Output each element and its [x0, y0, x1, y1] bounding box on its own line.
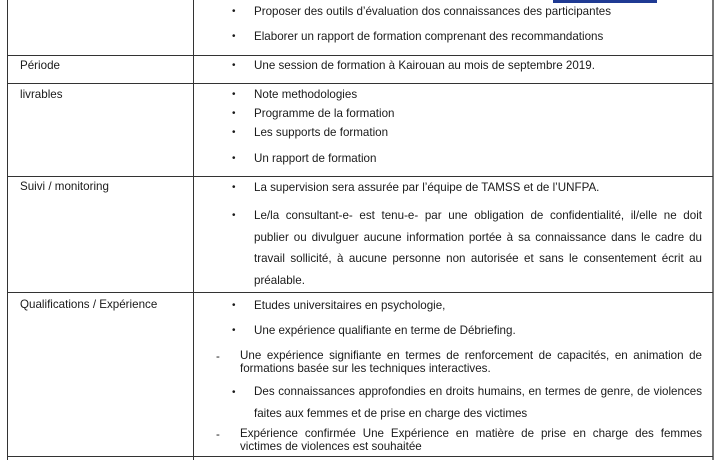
- list-item: Une expérience qualifiante en terme de Débriefing.: [254, 324, 516, 337]
- list-item: Les supports de formation: [254, 126, 389, 139]
- list-item: La supervision sera assurée par l’équipe de TAMSS et de l’UNFPA.: [254, 181, 600, 194]
- bullet-icon: •: [232, 89, 236, 100]
- row-divider: [7, 83, 713, 84]
- table-column-divider: [193, 0, 194, 460]
- table-border-left: [7, 0, 8, 460]
- list-item: Une session de formation à Kairouan au mois de septembre 2019.: [254, 59, 595, 72]
- table-border-right: [712, 0, 714, 460]
- bullet-icon: •: [232, 127, 236, 138]
- bullet-icon: •: [232, 6, 236, 17]
- bullet-icon: •: [232, 60, 236, 71]
- row-divider: [7, 176, 713, 177]
- bullet-icon: •: [232, 182, 236, 193]
- bullet-icon: •: [232, 108, 236, 119]
- bullet-icon: •: [232, 153, 236, 164]
- list-item: Un rapport de formation: [254, 152, 377, 165]
- dash-icon: -: [216, 428, 220, 441]
- row-label: livrables: [20, 88, 63, 101]
- bullet-icon: •: [232, 31, 236, 42]
- list-item: Etudes universitaires en psychologie,: [254, 299, 446, 312]
- list-item: Note methodologies: [254, 88, 358, 101]
- list-item: Elaborer un rapport de formation comprenant des recommandations: [254, 30, 604, 43]
- list-item: Le/la consultant-e- est tenu-e- par une obligation de confidentialité, il/elle ne doit publier ou divulguer aucune information portée à sa connaissance dans le cadre du travail sollicité, à aucune personne non autorisée et sans le consentement écrit au préalable.: [254, 209, 702, 287]
- row-label: Suivi / monitoring: [20, 180, 109, 193]
- bullet-icon: •: [232, 325, 236, 336]
- row-label: Qualifications / Expérience: [20, 298, 158, 311]
- list-item: Expérience confirmée Une Expérience en matière de prise en charge des femmes victimes de violences est souhaitée: [240, 427, 702, 453]
- list-item: Proposer des outils d’évaluation dos connaissances des participantes: [254, 5, 612, 18]
- row-divider: [7, 292, 713, 293]
- bullet-icon: •: [232, 210, 236, 221]
- list-item: Programme de la formation: [254, 107, 395, 120]
- bullet-icon: •: [232, 387, 236, 398]
- list-item: Une expérience signifiante en termes de renforcement de capacités, en animation de formations basée sur les techniques interactives.: [240, 349, 702, 375]
- bullet-icon: •: [232, 300, 236, 311]
- row-label: Période: [20, 59, 60, 72]
- row-divider: [7, 456, 713, 457]
- dash-icon: -: [216, 350, 220, 363]
- list-item: Des connaissances approfondies en droits humains, en termes de genre, de violences faites aux femmes et de prise en charge des victimes: [254, 385, 702, 420]
